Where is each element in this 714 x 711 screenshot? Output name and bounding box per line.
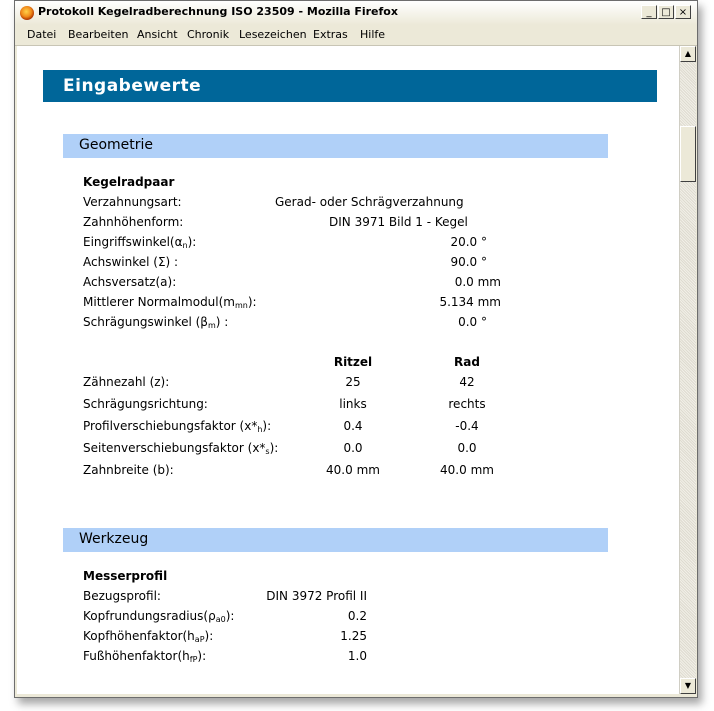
minimize-button[interactable]: _ <box>641 5 657 19</box>
value-profilverschiebung-rad: -0.4 <box>455 419 479 433</box>
werkzeug-title: Werkzeug <box>79 531 149 547</box>
window-title: Protokoll Kegelradberechnung ISO 23509 - Mozilla Firefox <box>38 5 398 18</box>
section-header-geometrie <box>63 134 608 158</box>
column-header-ritzel: Ritzel <box>333 355 373 369</box>
value-achsversatz: 0.0 mm <box>454 275 501 289</box>
label-zahnhoehenform: Zahnhöhenform: <box>83 215 184 229</box>
scrollbar-thumb[interactable] <box>680 126 696 182</box>
maximize-button[interactable]: □ <box>658 5 674 19</box>
label-schraegungswinkel: Schrägungswinkel $(\beta_m)$ : <box>83 315 229 330</box>
value-kopfrundungsradius: 0.2 <box>347 609 367 623</box>
value-verzahnungsart: Gerad- oder Schrägverzahnung <box>275 195 464 209</box>
menu-bar <box>15 25 697 46</box>
value-zahnbreite-ritzel: 40.0 mm <box>326 463 380 477</box>
geometrie-title: Geometrie <box>79 137 154 153</box>
column-header-rad: Rad <box>454 355 480 369</box>
label-zahnbreite: Zahnbreite (b): <box>83 463 174 477</box>
value-normalmodul: 5.134 mm <box>439 295 501 309</box>
value-schraegungswinkel: 0.0 ° <box>458 315 487 329</box>
page-content[interactable] <box>17 46 679 694</box>
label-schraegungsrichtung: Schrägungsrichtung: <box>83 397 208 411</box>
label-profilverschiebung: Profilverschiebungsfaktor $(x*_h)$: <box>83 419 272 434</box>
label-seitenverschiebung: Seitenverschiebungsfaktor $(x*_s)$: <box>83 441 279 456</box>
label-kopfrundungsradius: $Kopfrundungsradius(\rho_{a0})$: <box>83 609 235 624</box>
messerprofil-heading: Messerprofil <box>83 569 168 583</box>
label-bezugsprofil: Bezugsprofil: <box>83 589 161 603</box>
label-eingriffswinkel: $Eingriffswinkel(\alpha_n)$: <box>83 235 197 250</box>
page-title: Eingabewerte <box>63 76 202 96</box>
value-zaehnezahl-ritzel: 25 <box>345 375 361 389</box>
label-fusshoehenfaktor: $Fußhöhenfaktor(h_{fP})$: <box>83 649 207 664</box>
close-button[interactable]: × <box>675 5 691 19</box>
label-verzahnungsart: Verzahnungsart: <box>83 195 182 209</box>
value-zaehnezahl-rad: 42 <box>459 375 475 389</box>
value-achswinkel: 90.0 ° <box>450 255 487 269</box>
menu-lesezeichen[interactable]: Lesezeichen <box>239 28 307 41</box>
value-zahnbreite-rad: 40.0 mm <box>440 463 494 477</box>
value-seitenverschiebung-rad: 0.0 <box>457 441 477 455</box>
section-header-eingabewerte <box>43 70 657 102</box>
value-eingriffswinkel: 20.0 ° <box>450 235 487 249</box>
label-achswinkel: Achswinkel (Σ) : <box>83 255 179 269</box>
menu-ansicht[interactable]: Ansicht <box>137 28 178 41</box>
menu-hilfe[interactable]: Hilfe <box>360 28 386 41</box>
scroll-up-icon[interactable]: ▲ <box>680 46 696 62</box>
vertical-scrollbar[interactable] <box>679 46 696 694</box>
browser-window <box>14 0 698 698</box>
title-bar[interactable] <box>15 1 697 25</box>
value-schraegungsrichtung-rad: rechts <box>448 397 486 411</box>
section-header-werkzeug <box>63 528 608 552</box>
value-schraegungsrichtung-ritzel: links <box>339 397 367 411</box>
menu-bearbeiten[interactable]: Bearbeiten <box>68 28 129 41</box>
value-zahnhoehenform: DIN 3971 Bild 1 - Kegel <box>329 215 468 229</box>
label-achsversatz: Achsversatz(a): <box>83 275 177 289</box>
value-seitenverschiebung-ritzel: 0.0 <box>343 441 363 455</box>
label-zaehnezahl: Zähnezahl (z): <box>83 375 170 389</box>
value-profilverschiebung-ritzel: 0.4 <box>343 419 363 433</box>
label-kopfhoehenfaktor: $Kopfhöhenfaktor(h_{aP})$: <box>83 629 214 644</box>
scroll-down-icon[interactable]: ▼ <box>680 678 696 694</box>
value-kopfhoehenfaktor: 1.25 <box>340 629 367 643</box>
menu-chronik[interactable]: Chronik <box>187 28 230 41</box>
label-normalmodul: Mittlerer $Normalmodul(m_{mn})$: <box>83 295 257 310</box>
menu-extras[interactable]: Extras <box>313 28 348 41</box>
value-bezugsprofil: DIN 3972 Profil II <box>266 589 367 603</box>
value-fusshoehenfaktor: 1.0 <box>347 649 367 663</box>
menu-datei[interactable]: Datei <box>27 28 57 41</box>
kegelradpaar-heading: Kegelradpaar <box>83 175 175 189</box>
firefox-icon <box>20 6 34 20</box>
